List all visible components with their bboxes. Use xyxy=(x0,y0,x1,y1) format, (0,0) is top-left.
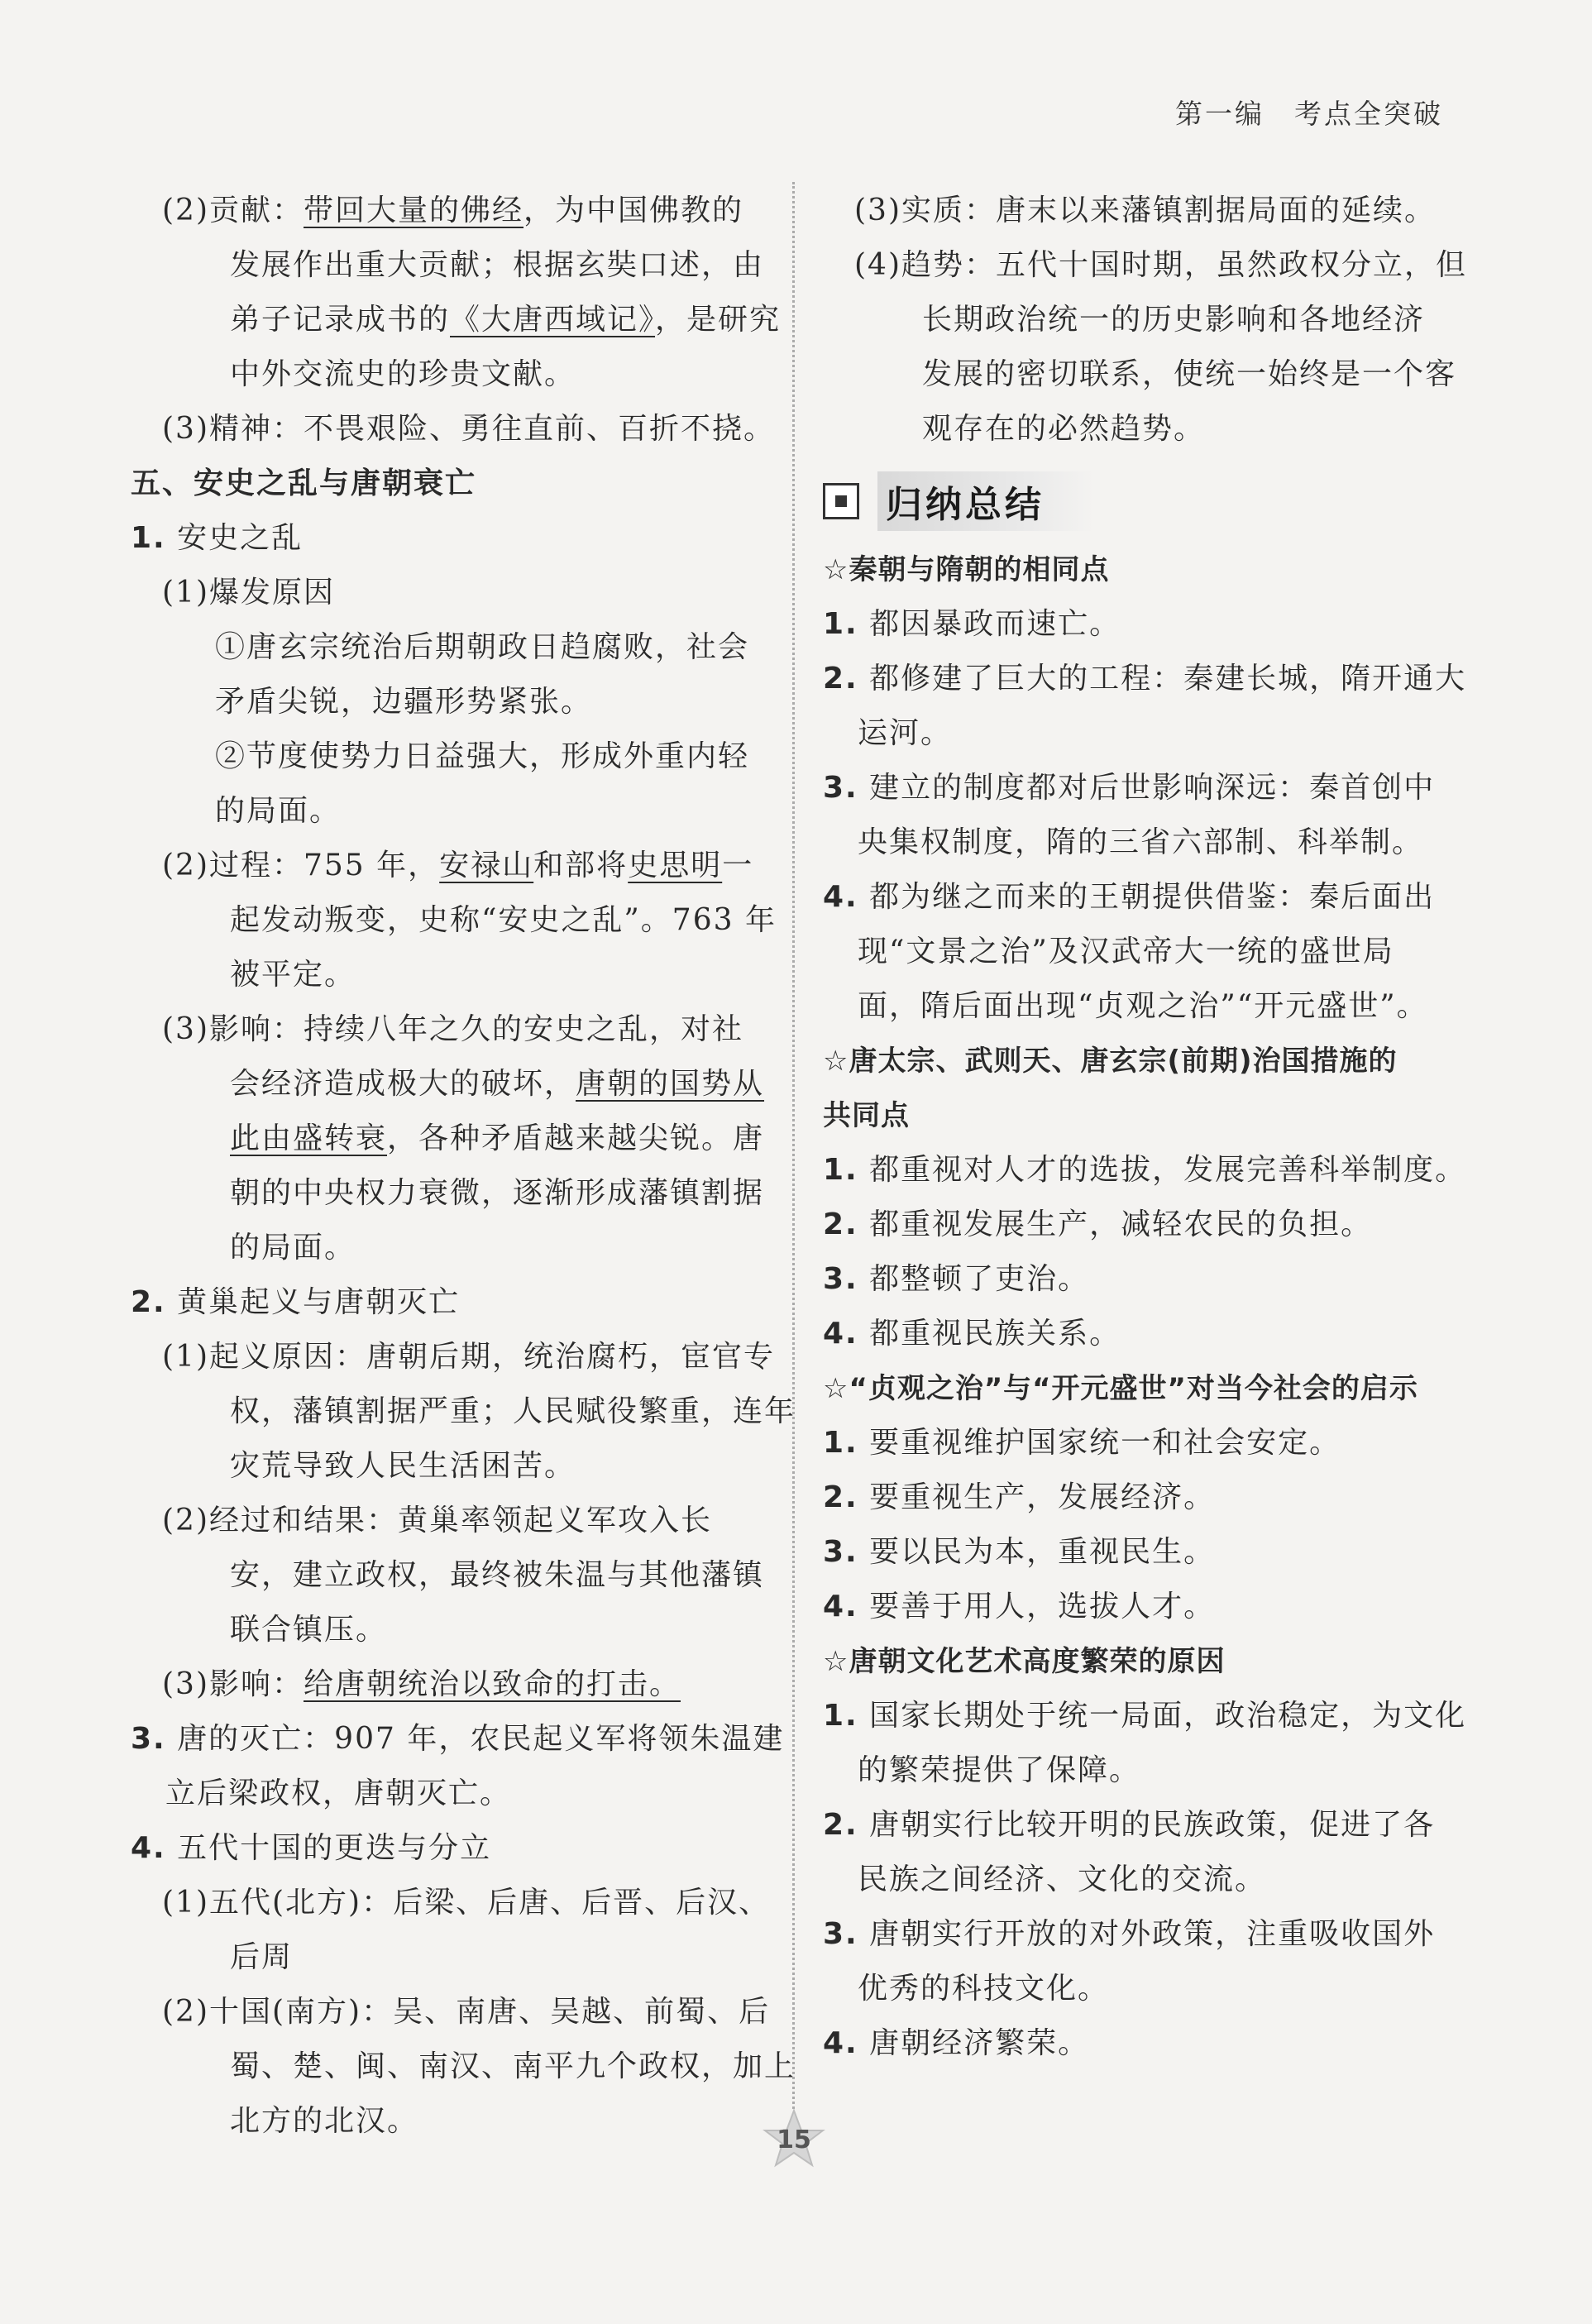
numbered-item: 4. 都为继之而来的王朝提供借鉴：秦后面出 xyxy=(823,880,1436,914)
text-line: (4)趋势：五代十国时期，虽然政权分立，但 xyxy=(854,248,1467,282)
text-line: 后周 xyxy=(230,1940,294,1974)
text-line: 朝的中央权力衰微，逐渐形成藩镇割据 xyxy=(230,1176,765,1210)
text-line: 发展作出重大贡献；根据玄奘口述，由 xyxy=(230,248,765,282)
page-number xyxy=(761,2107,827,2173)
numbered-heading: 4. 五代十国的更迭与分立 xyxy=(131,1831,492,1865)
text-line: 灾荒导致人民生活困苦。 xyxy=(230,1449,576,1483)
star-heading: ☆“贞观之治”与“开元盛世”对当今社会的启示 xyxy=(823,1372,1418,1405)
text-line: (3)实质：唐末以来藩镇割据局面的延续。 xyxy=(854,194,1436,227)
text-line: 权，藩镇割据严重；人民赋役繁重，连年 xyxy=(230,1394,796,1428)
text-line: 观存在的必然趋势。 xyxy=(922,412,1206,446)
numbered-item: 2. 都重视发展生产，减轻农民的负担。 xyxy=(823,1207,1373,1241)
text-line: 此由盛转衰，各种矛盾越来越尖锐。唐 xyxy=(230,1121,765,1155)
summary-banner xyxy=(823,461,1460,541)
numbered-item: 1. 国家长期处于统一局面，政治稳定，为文化 xyxy=(823,1699,1467,1733)
text-line: (2)过程：755 年，安禄山和部将史思明一 xyxy=(162,849,754,882)
text-line: 运河。 xyxy=(858,716,953,750)
banner-title: 归纳总结 xyxy=(877,471,1094,531)
numbered-item: 3. 唐朝实行开放的对外政策，注重吸收国外 xyxy=(823,1917,1436,1951)
star-heading: ☆唐太宗、武则天、唐玄宗(前期)治国措施的 xyxy=(823,1045,1398,1078)
numbered-item: 3. 都整顿了吏治。 xyxy=(823,1262,1090,1296)
text-line: 面，隋后面出现“贞观之治”“开元盛世”。 xyxy=(858,989,1428,1023)
numbered-item: 3. 建立的制度都对后世影响深远：秦首创中 xyxy=(823,771,1436,805)
numbered-item: 4. 要善于用人，选拔人才。 xyxy=(823,1590,1216,1623)
text-line: (3)精神：不畏艰险、勇往直前、百折不挠。 xyxy=(162,412,775,446)
left-column xyxy=(131,184,796,2149)
page-number-text: 15 xyxy=(777,2126,811,2154)
numbered-item: 4. 都重视民族关系。 xyxy=(823,1317,1121,1351)
text-line: 会经济造成极大的破坏，唐朝的国势从 xyxy=(230,1067,765,1101)
numbered-item: 3. 要以民为本，重视民生。 xyxy=(823,1535,1216,1569)
text-line: 北方的北汉。 xyxy=(230,2104,419,2138)
numbered-heading: 2. 黄巢起义与唐朝灭亡 xyxy=(131,1285,461,1319)
star-heading: ☆唐朝文化艺术高度繁荣的原因 xyxy=(823,1645,1226,1678)
section-heading: 五、安史之乱与唐朝衰亡 xyxy=(131,466,477,500)
text-line: 央集权制度，隋的三省六部制、科举制。 xyxy=(858,825,1424,859)
text-line: (1)起义原因：唐朝后期，统治腐朽，宦官专 xyxy=(162,1340,775,1374)
numbered-item: 2. 都修建了巨大的工程：秦建长城，隋开通大 xyxy=(823,662,1467,696)
text-line: ①唐玄宗统治后期朝政日趋腐败，社会 xyxy=(215,630,750,664)
numbered-item: 4. 唐朝经济繁荣。 xyxy=(823,2026,1090,2060)
right-column xyxy=(823,184,1467,2071)
text-line: 中外交流史的珍贵文献。 xyxy=(230,357,576,391)
text-line: 安，建立政权，最终被朱温与其他藩镇 xyxy=(230,1558,765,1592)
text-line: (2)经过和结果：黄巢率领起义军攻入长 xyxy=(162,1504,712,1537)
numbered-item: 1. 要重视维护国家统一和社会安定。 xyxy=(823,1426,1341,1460)
text-line: (2)十国(南方)：吴、南唐、吴越、前蜀、后 xyxy=(162,1995,771,2029)
text-line: 被平定。 xyxy=(230,958,356,992)
text-line: 蜀、楚、闽、南汉、南平九个政权，加上 xyxy=(230,2049,796,2083)
text-line: 的局面。 xyxy=(230,1231,356,1265)
text-line: 优秀的科技文化。 xyxy=(858,1972,1110,2006)
text-line: 现“文景之治”及汉武帝大一统的盛世局 xyxy=(858,935,1394,968)
numbered-item: 1. 都因暴政而速亡。 xyxy=(823,607,1121,641)
text-line: 的繁荣提供了保障。 xyxy=(858,1753,1141,1787)
star-heading: 共同点 xyxy=(823,1099,910,1132)
text-line: 起发动叛变，史称“安史之乱”。763 年 xyxy=(230,903,777,937)
text-line: 的局面。 xyxy=(215,794,342,828)
text-line: (1)五代(北方)：后梁、后唐、后晋、后汉、 xyxy=(162,1886,771,1920)
text-line: 弟子记录成书的《大唐西域记》，是研究 xyxy=(230,303,782,337)
star-heading: ☆秦朝与隋朝的相同点 xyxy=(823,553,1110,586)
text-line: (2)贡献：带回大量的佛经，为中国佛教的 xyxy=(162,194,744,227)
numbered-item: 3. 唐的灭亡：907 年，农民起义军将领朱温建 xyxy=(131,1722,785,1756)
text-line: 矛盾尖锐，边疆形势紧张。 xyxy=(215,685,593,719)
text-line: 民族之间经济、文化的交流。 xyxy=(858,1863,1267,1896)
text-line: 立后梁政权，唐朝灭亡。 xyxy=(165,1776,512,1810)
numbered-item: 2. 要重视生产，发展经济。 xyxy=(823,1480,1216,1514)
square-bullet-icon xyxy=(823,483,859,519)
running-header: 第一编 考点全突破 xyxy=(1175,98,1443,130)
numbered-item: 1. 都重视对人才的选拔，发展完善科举制度。 xyxy=(823,1153,1467,1187)
numbered-item: 2. 唐朝实行比较开明的民族政策，促进了各 xyxy=(823,1808,1436,1842)
text-line: ②节度使势力日益强大，形成外重内轻 xyxy=(215,739,750,773)
numbered-heading: 1. 安史之乱 xyxy=(131,521,304,555)
column-divider xyxy=(792,182,795,2109)
text-line: 联合镇压。 xyxy=(230,1613,388,1647)
text-line: (3)影响：给唐朝统治以致命的打击。 xyxy=(162,1667,681,1701)
text-line: (1)爆发原因 xyxy=(162,576,335,610)
text-line: 长期政治统一的历史影响和各地经济 xyxy=(922,303,1426,337)
text-line: 发展的密切联系，使统一始终是一个客 xyxy=(922,357,1457,391)
text-line: (3)影响：持续八年之久的安史之乱，对社 xyxy=(162,1012,743,1046)
